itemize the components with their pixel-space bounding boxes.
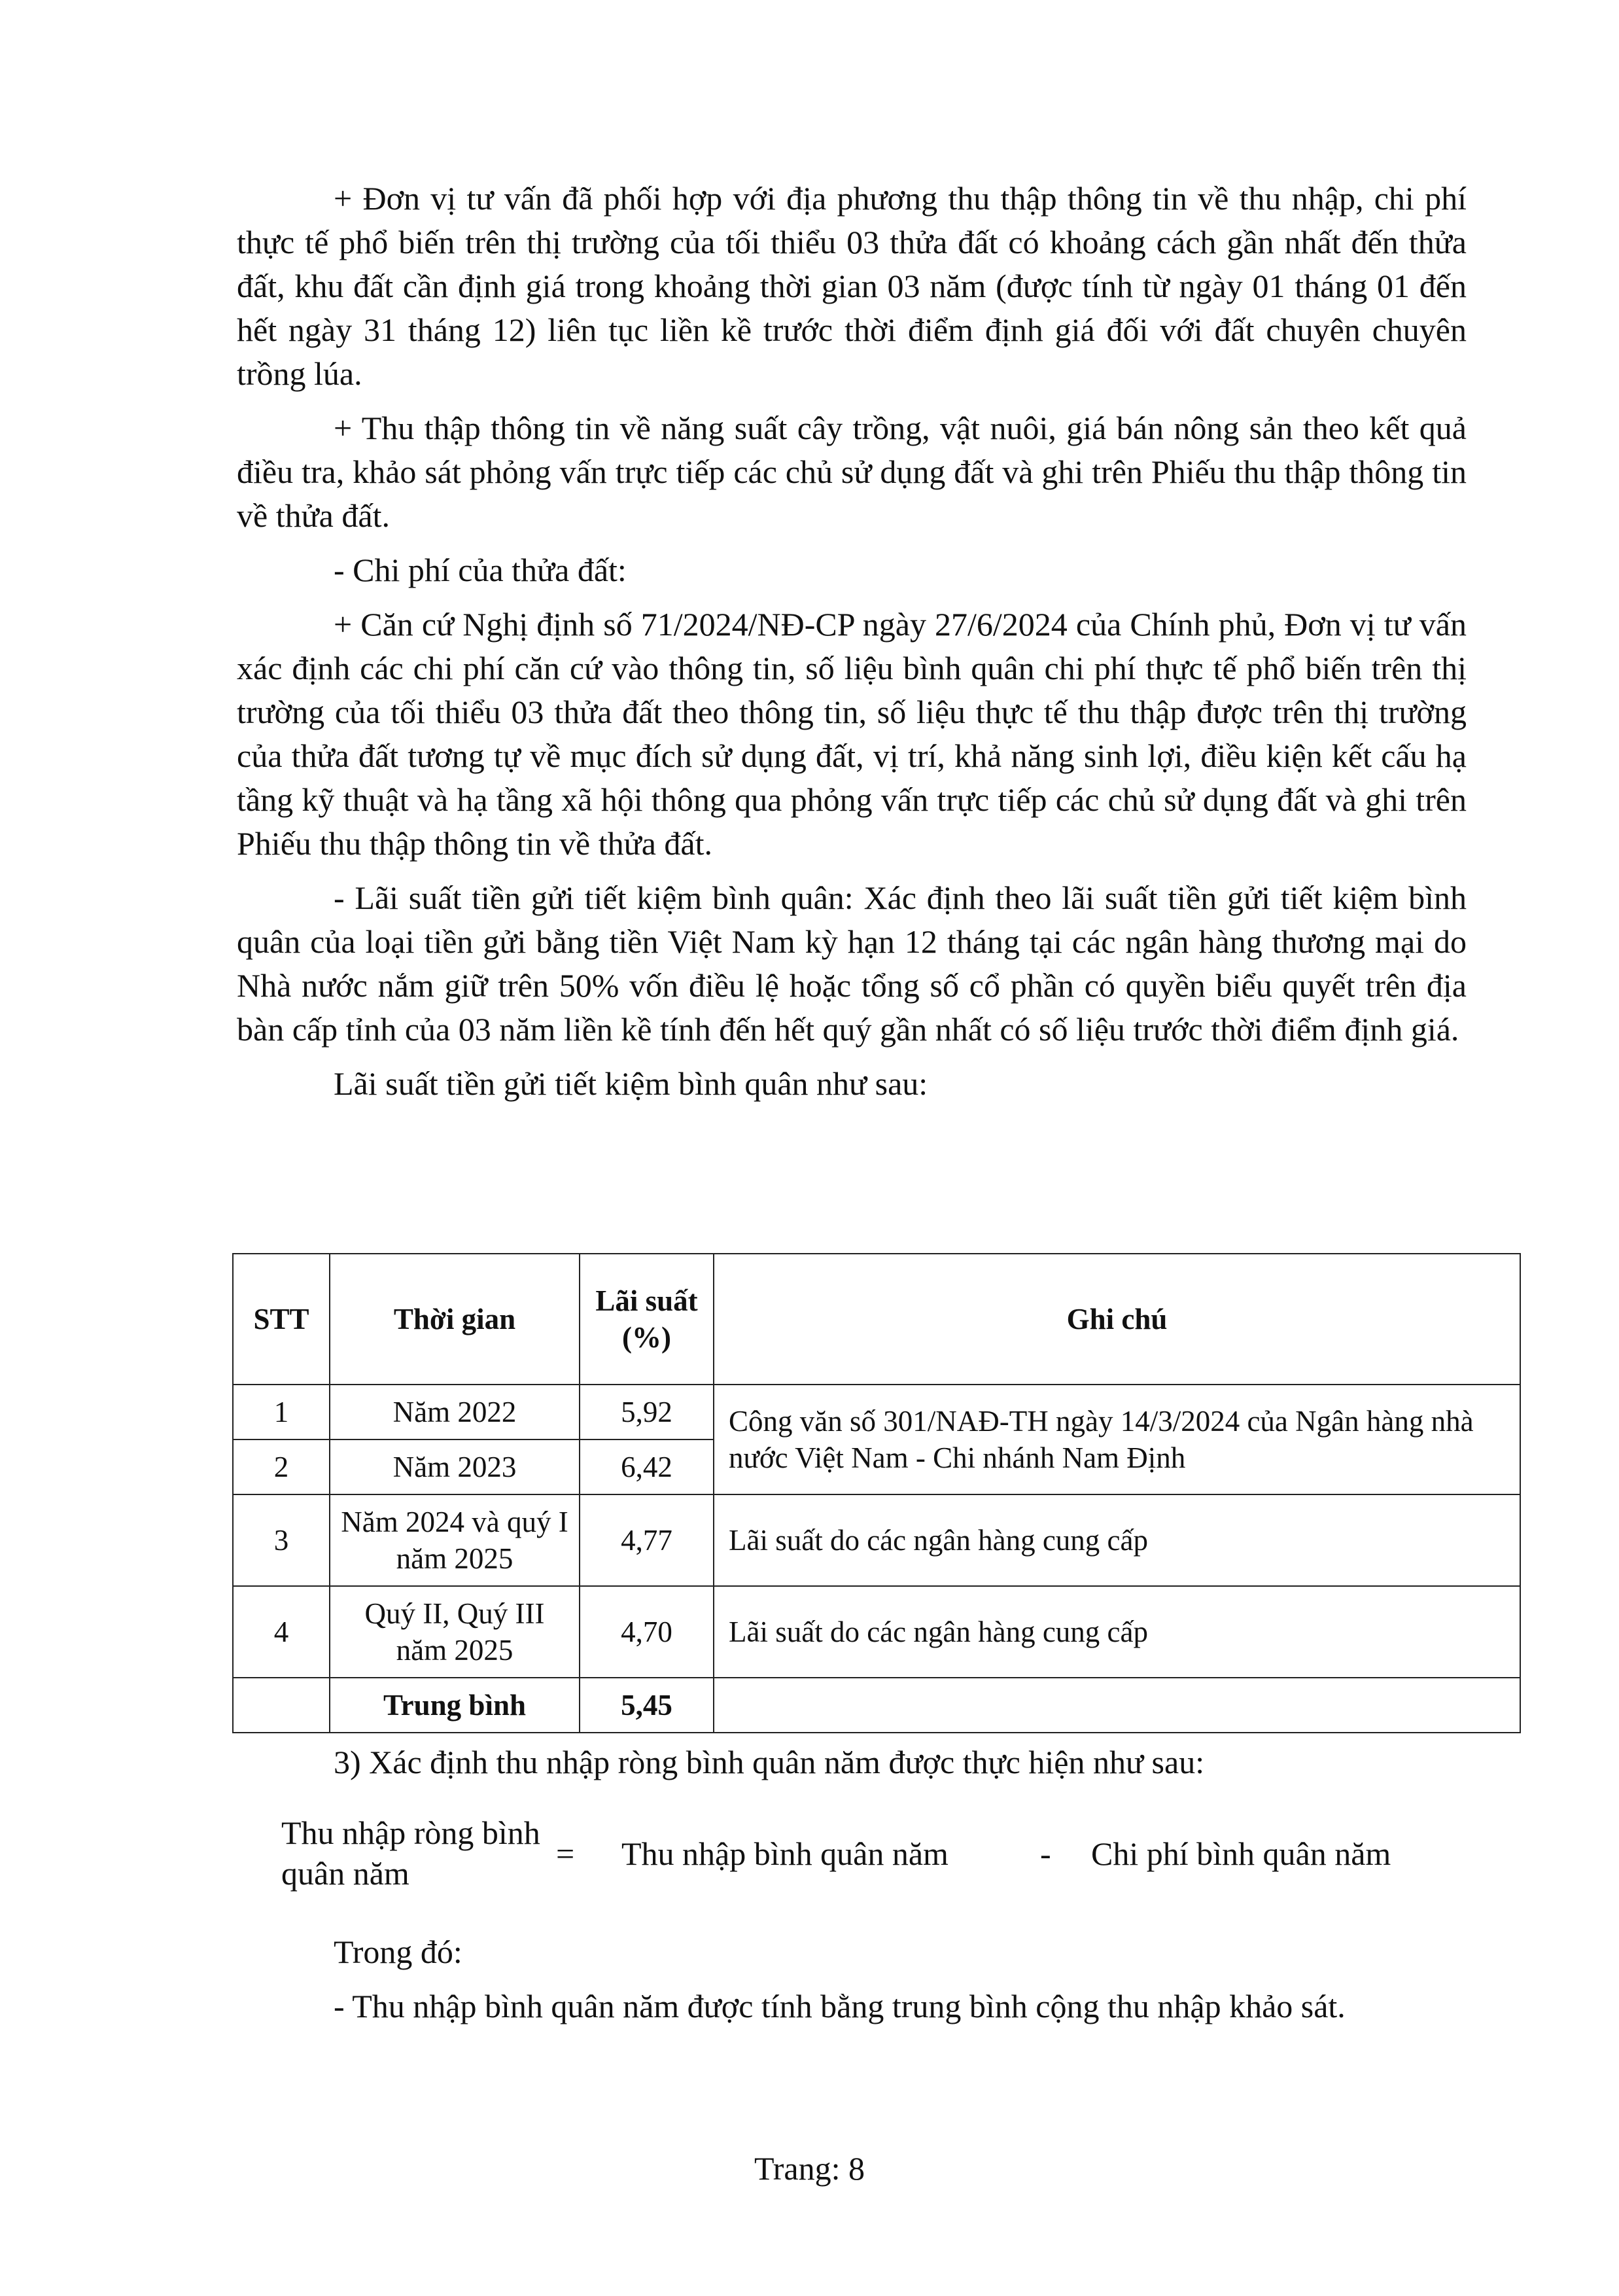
cell-period: Năm 2024 và quý I năm 2025 xyxy=(330,1494,580,1586)
paragraph-trong-do: Trong đó: xyxy=(334,1934,462,1970)
section-3 xyxy=(237,1740,1467,1795)
header-rate: Lãi suất (%) xyxy=(580,1254,714,1385)
cell-period: Năm 2023 xyxy=(330,1439,580,1494)
cell-period: Năm 2022 xyxy=(330,1385,580,1439)
cell-note: Lãi suất do các ngân hàng cung cấp xyxy=(714,1494,1520,1586)
cell-note: Lãi suất do các ngân hàng cung cấp xyxy=(714,1586,1520,1678)
section-3-heading: 3) Xác định thu nhập ròng bình quân năm được thực hiện như sau: xyxy=(334,1744,1205,1780)
paragraph-productivity: + Thu thập thông tin về năng suất cây trồng, vật nuôi, giá bán nông sản theo kết quả điều tra, khảo sát phỏng vấn trực tiếp các chủ sử dụng đất và ghi trên Phiếu thu thập thông tin về thửa đất. xyxy=(237,410,1467,534)
paragraph-average-income: - Thu nhập bình quân năm được tính bằng trung bình cộng thu nhập khảo sát. xyxy=(334,1988,1346,2024)
cell-total-rate: 5,45 xyxy=(580,1678,714,1733)
formula-minus: - xyxy=(1040,1835,1051,1872)
page-number: Trang: 8 xyxy=(754,2150,865,2187)
formula-lhs: Thu nhập ròng bình quân năm xyxy=(281,1814,540,1892)
cell-total-label: Trung bình xyxy=(330,1678,580,1733)
formula-equals: = xyxy=(556,1835,575,1872)
cell-period: Quý II, Quý III năm 2025 xyxy=(330,1586,580,1678)
table-header-row xyxy=(233,1254,1520,1385)
cell-stt: 3 xyxy=(233,1494,330,1586)
cell-empty xyxy=(233,1678,330,1733)
cell-rate: 4,77 xyxy=(580,1494,714,1586)
cell-rate: 6,42 xyxy=(580,1439,714,1494)
header-stt: STT xyxy=(233,1254,330,1385)
table-row xyxy=(233,1586,1520,1678)
header-period: Thời gian xyxy=(330,1254,580,1385)
cell-rate: 5,92 xyxy=(580,1385,714,1439)
table-total-row xyxy=(233,1678,1520,1733)
cell-note: Công văn số 301/NAĐ-TH ngày 14/3/2024 của Ngân hàng nhà nước Việt Nam - Chi nhánh Nam Định xyxy=(714,1385,1520,1494)
cell-stt: 2 xyxy=(233,1439,330,1494)
paragraph-interest-rate: - Lãi suất tiền gửi tiết kiệm bình quân: Xác định theo lãi suất tiền gửi tiết kiệm bình quân của loại tiền gửi bằng tiền Việt Nam kỳ hạn 12 tháng tại các ngân hàng thương mại do Nhà nước nắm giữ trên 50% vốn điều lệ hoặc tổng số cổ phần có quyền biểu quyết trên địa bàn cấp tỉnh của 03 năm liền kề tính đến hết quý gần nhất có số liệu trước thời điểm định giá. xyxy=(237,879,1467,1048)
header-note: Ghi chú xyxy=(714,1254,1520,1385)
cell-stt: 4 xyxy=(233,1586,330,1678)
net-income-formula xyxy=(281,1812,1459,1904)
cell-stt: 1 xyxy=(233,1385,330,1439)
paragraph-table-intro: Lãi suất tiền gửi tiết kiệm bình quân như sau: xyxy=(334,1065,928,1102)
formula-term-income: Thu nhập bình quân năm xyxy=(621,1835,949,1872)
document-tail xyxy=(237,1930,1467,2039)
formula-term-cost: Chi phí bình quân năm xyxy=(1091,1835,1391,1872)
paragraph-cost-heading: - Chi phí của thửa đất: xyxy=(334,552,627,588)
document-body xyxy=(237,177,1467,1115)
table-row xyxy=(233,1494,1520,1586)
cell-empty xyxy=(714,1678,1520,1733)
table-row xyxy=(233,1385,1520,1439)
paragraph-consultant-income: + Đơn vị tư vấn đã phối hợp với địa phương thu thập thông tin về thu nhập, chi phí thực tế phổ biến trên thị trường của tối thiểu 03 thửa đất có khoảng cách gần nhất đến thửa đất, khu đất cần định giá trong khoảng thời gian 03 năm (được tính từ ngày 01 tháng 01 đến hết ngày 31 tháng 12) liên tục liền kề trước thời điểm định giá đối với đất chuyên chuyên trồng lúa. xyxy=(237,180,1467,392)
cell-rate: 4,70 xyxy=(580,1586,714,1678)
paragraph-decree: + Căn cứ Nghị định số 71/2024/NĐ-CP ngày 27/6/2024 của Chính phủ, Đơn vị tư vấn xác định các chi phí căn cứ vào thông tin, số liệu bình quân chi phí thực tế phổ biến trên thị trường của tối thiểu 03 thửa đất theo thông tin, số liệu thực tế thu thập được trên thị trường của thửa đất tương tự về mục đích sử dụng đất, vị trí, khả năng sinh lợi, điều kiện kết cấu hạ tầng kỹ thuật và hạ tầng xã hội thông qua phỏng vấn trực tiếp các chủ sử dụng đất và ghi trên Phiếu thu thập thông tin về thửa đất. xyxy=(237,606,1467,862)
interest-rate-table xyxy=(232,1253,1521,1733)
